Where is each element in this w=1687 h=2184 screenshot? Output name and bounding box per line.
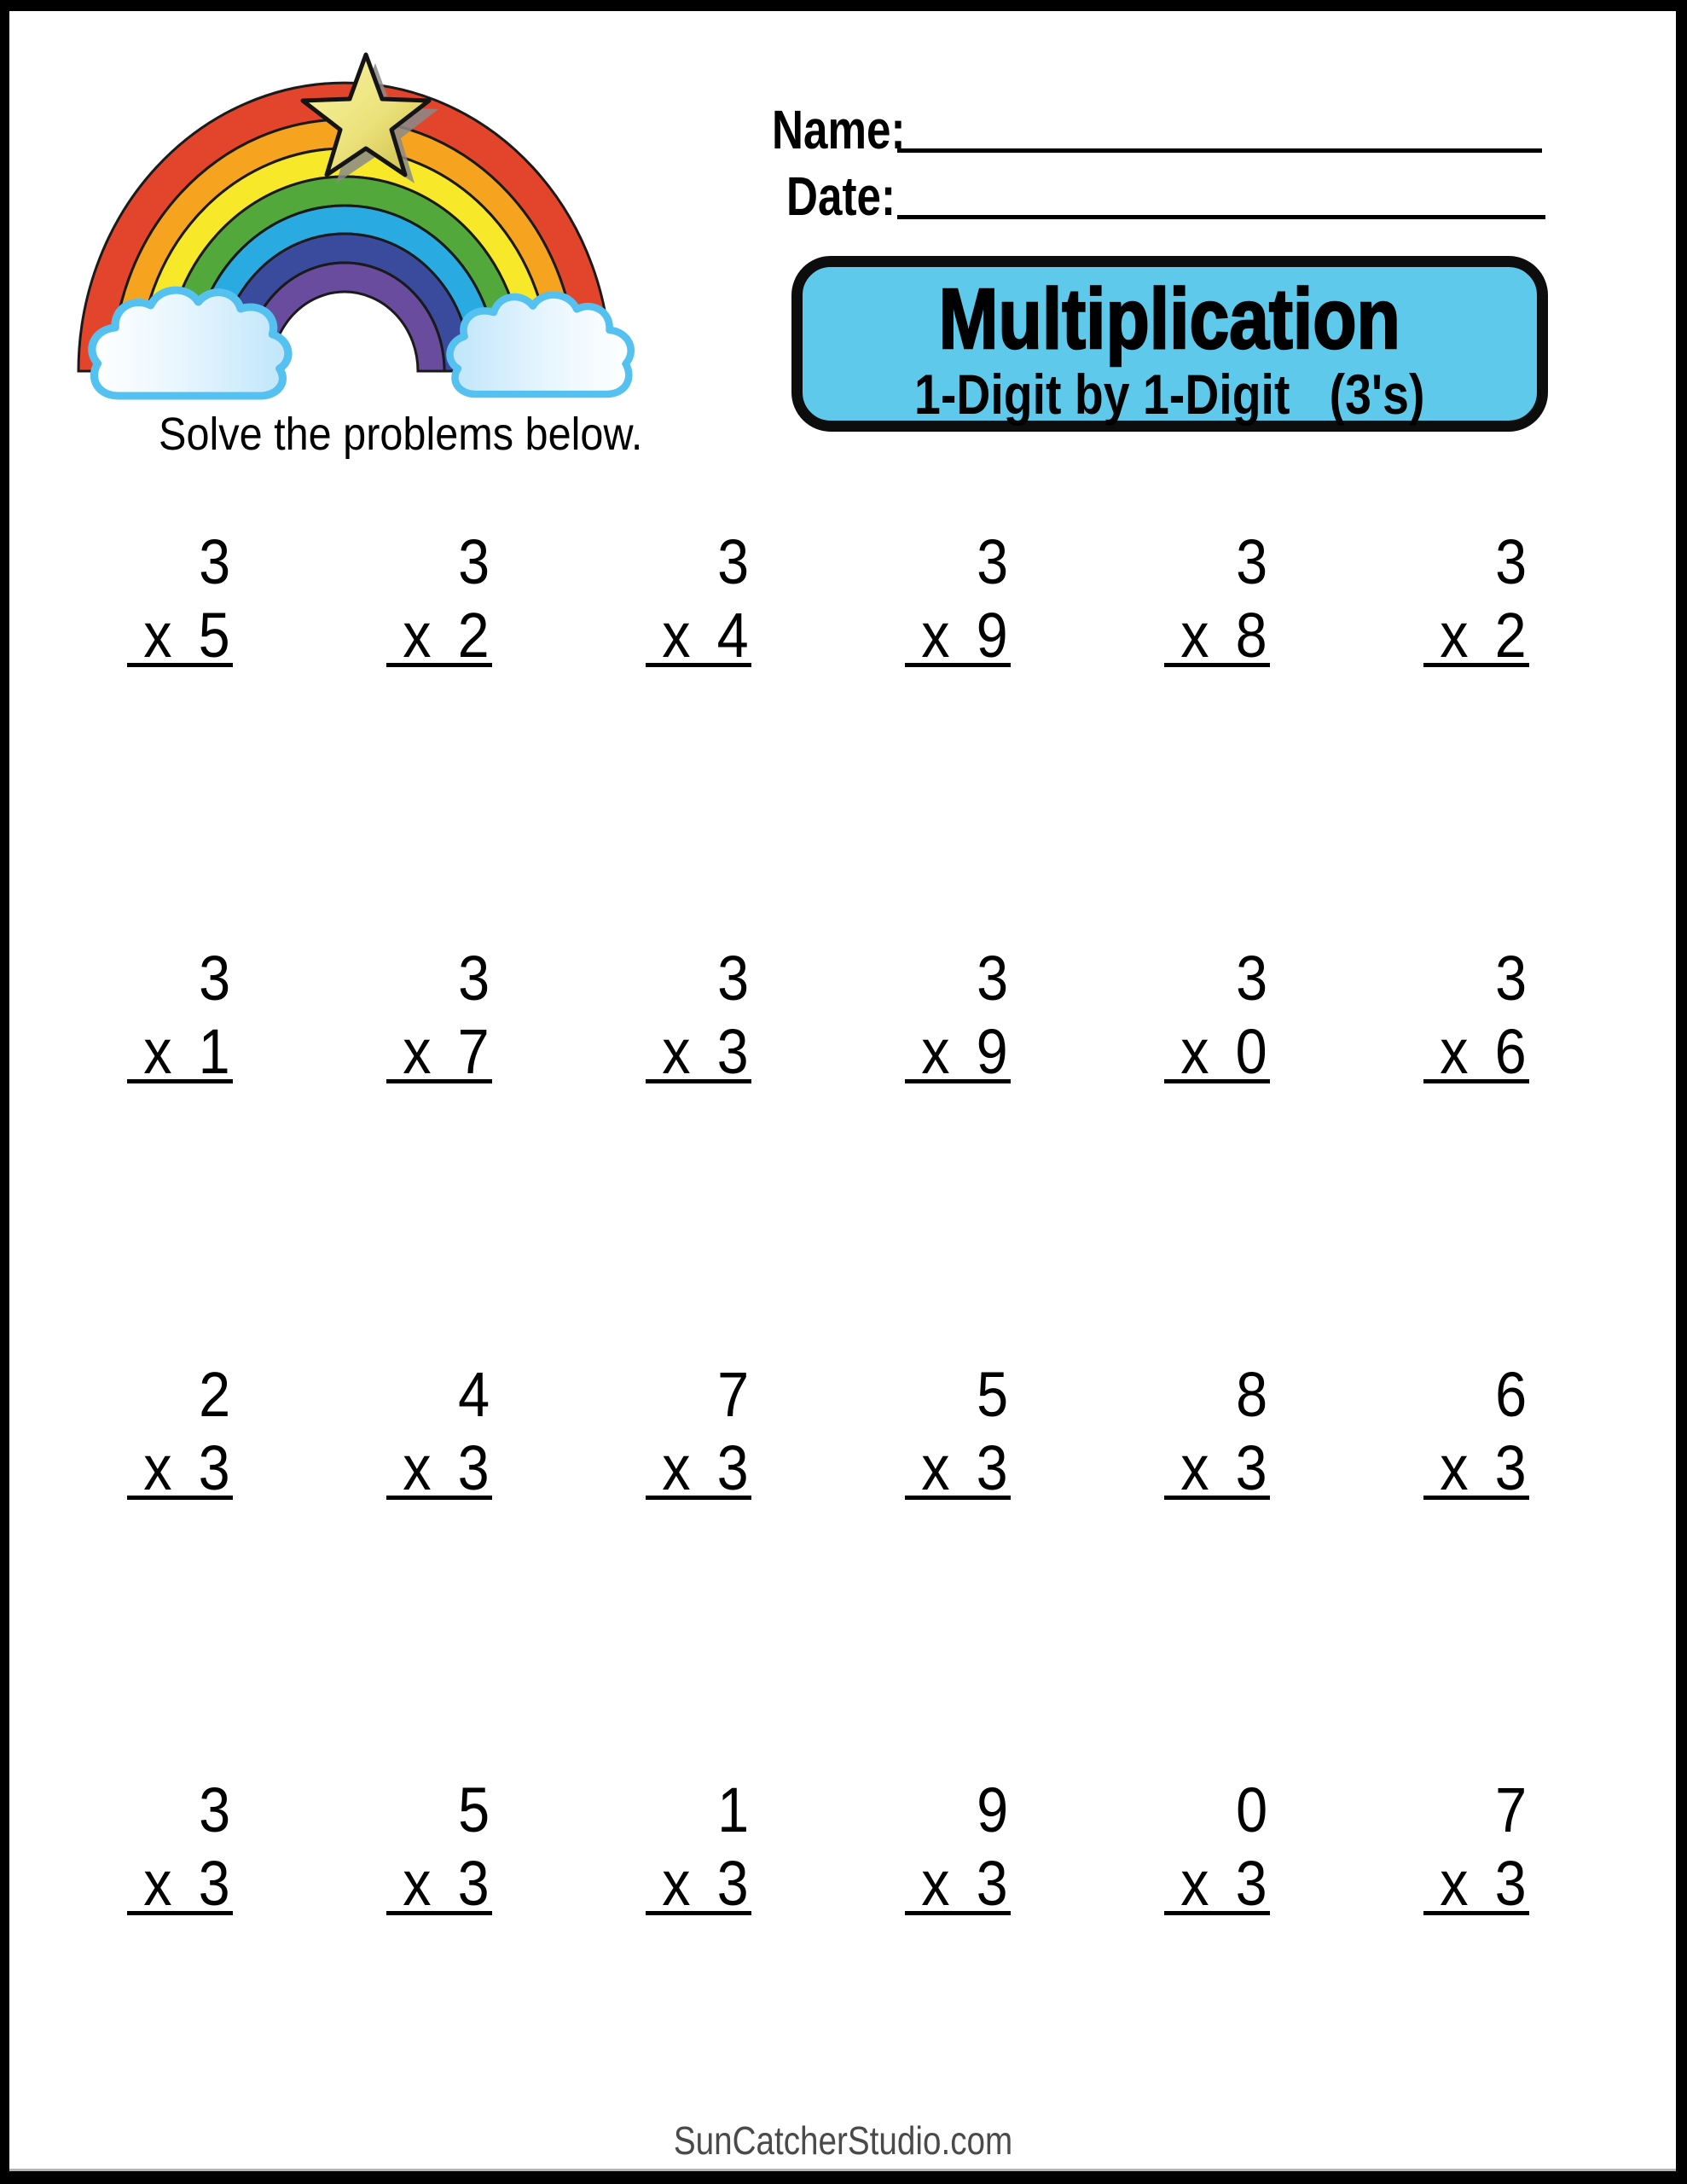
problem-cell <box>547 1774 751 1949</box>
problem-cell <box>806 942 1011 1118</box>
multiply-sign: x <box>143 1432 172 1503</box>
multiplier: 9 <box>976 1016 1008 1087</box>
multiplicand: 3 <box>457 526 490 597</box>
multiplier: 3 <box>716 1848 749 1919</box>
multiplier: 5 <box>198 600 230 671</box>
multiplier: 3 <box>716 1016 749 1087</box>
date-label: Date: <box>786 166 896 227</box>
multiplicand: 5 <box>976 1359 1008 1430</box>
problem-cell <box>1325 1774 1529 1949</box>
multiply-sign: x <box>921 1016 950 1087</box>
multiplier: 3 <box>976 1432 1008 1503</box>
problem-cell <box>287 1774 492 1949</box>
problem-cell <box>547 526 751 701</box>
worksheet-subtitle: 1-Digit by 1-Digit (3's) <box>914 363 1425 426</box>
multiplier-row <box>1325 599 1529 672</box>
multiplicand: 3 <box>1235 526 1267 597</box>
multiplicand: 0 <box>1235 1774 1267 1845</box>
problem-cell <box>806 526 1011 701</box>
multiplicand: 3 <box>1494 526 1527 597</box>
problem-cell <box>1325 526 1529 701</box>
multiplier-row <box>806 1015 1011 1089</box>
multiplicand: 3 <box>1235 943 1267 1014</box>
multiplier-row <box>287 1015 492 1089</box>
multiply-sign: x <box>662 600 691 671</box>
multiplicand: 8 <box>1235 1359 1267 1430</box>
multiply-sign: x <box>921 600 950 671</box>
multiplier: 2 <box>1494 600 1527 671</box>
multiply-sign: x <box>1180 1432 1209 1503</box>
multiplier-row <box>28 1015 233 1089</box>
multiply-sign: x <box>1440 1016 1469 1087</box>
problem-cell <box>287 942 492 1118</box>
multiplier-row <box>287 599 492 672</box>
multiplicand: 3 <box>716 943 749 1014</box>
problem-cell <box>1325 1358 1529 1534</box>
multiply-sign: x <box>1180 1016 1209 1087</box>
multiplier-row <box>806 599 1011 672</box>
multiply-sign: x <box>1180 1848 1209 1919</box>
multiplier: 8 <box>1235 600 1267 671</box>
multiply-sign: x <box>403 1016 432 1087</box>
problem-cell <box>28 942 233 1118</box>
multiplicand: 3 <box>716 526 749 597</box>
multiplicand: 3 <box>198 1774 230 1845</box>
multiplier-row <box>28 1847 233 1920</box>
worksheet-title: Multiplication <box>938 271 1401 367</box>
multiply-sign: x <box>921 1432 950 1503</box>
problem-cell <box>547 942 751 1118</box>
multiply-sign: x <box>403 600 432 671</box>
multiplier-row <box>547 1847 751 1920</box>
multiplier-row <box>806 1432 1011 1505</box>
multiplier-row <box>1325 1015 1529 1089</box>
problem-cell <box>1065 942 1270 1118</box>
multiply-sign: x <box>403 1432 432 1503</box>
multiplier: 3 <box>716 1432 749 1503</box>
multiplicand: 7 <box>716 1359 749 1430</box>
name-label: Name: <box>772 99 906 160</box>
multiplier-row <box>287 1847 492 1920</box>
problem-cell <box>547 1358 751 1534</box>
multiply-sign: x <box>143 600 172 671</box>
multiplier-row <box>1065 1015 1270 1089</box>
multiplicand: 3 <box>198 943 230 1014</box>
multiplicand: 3 <box>976 526 1008 597</box>
multiplier: 3 <box>1235 1848 1267 1919</box>
footer-credit: SunCatcherStudio.com <box>674 2118 1013 2163</box>
multiplier: 7 <box>457 1016 490 1087</box>
multiplicand: 7 <box>1494 1774 1527 1845</box>
multiplicand: 1 <box>716 1774 749 1845</box>
page-edge-shadow <box>9 2169 1676 2171</box>
multiplier-row <box>1325 1432 1529 1505</box>
problem-cell <box>28 1358 233 1534</box>
multiplier: 3 <box>1494 1432 1527 1503</box>
multiplier: 3 <box>198 1432 230 1503</box>
multiplier: 3 <box>1494 1848 1527 1919</box>
multiply-sign: x <box>403 1848 432 1919</box>
multiplicand: 6 <box>1494 1359 1527 1430</box>
multiply-sign: x <box>662 1848 691 1919</box>
multiplicand: 2 <box>198 1359 230 1430</box>
multiplier-row <box>547 1432 751 1505</box>
multiplier: 3 <box>976 1848 1008 1919</box>
problem-cell <box>28 1774 233 1949</box>
title-box <box>791 256 1548 432</box>
multiply-sign: x <box>143 1848 172 1919</box>
multiplier: 2 <box>457 600 490 671</box>
multiplier: 1 <box>198 1016 230 1087</box>
multiplier-row <box>287 1432 492 1505</box>
multiplicand: 3 <box>976 943 1008 1014</box>
multiply-sign: x <box>1440 1432 1469 1503</box>
multiplier: 0 <box>1235 1016 1267 1087</box>
multiply-sign: x <box>1440 600 1469 671</box>
multiplier-row <box>1065 1847 1270 1920</box>
problem-cell <box>1065 1774 1270 1949</box>
rainbow-star-clouds-icon <box>72 43 652 410</box>
page-border-top <box>0 0 1687 11</box>
page-border-right <box>1676 0 1687 2184</box>
multiply-sign: x <box>143 1016 172 1087</box>
multiply-sign: x <box>1440 1848 1469 1919</box>
multiplier-row <box>1065 599 1270 672</box>
date-input-line[interactable] <box>897 215 1545 219</box>
problem-cell <box>28 526 233 701</box>
multiplicand: 9 <box>976 1774 1008 1845</box>
problem-cell <box>806 1774 1011 1949</box>
multiplier-row <box>28 1432 233 1505</box>
multiplier-row <box>806 1847 1011 1920</box>
multiply-sign: x <box>1180 600 1209 671</box>
multiplier: 3 <box>457 1432 490 1503</box>
multiply-sign: x <box>662 1016 691 1087</box>
problem-cell <box>287 526 492 701</box>
problem-cell <box>287 1358 492 1534</box>
name-input-line[interactable] <box>897 148 1542 153</box>
multiplier: 9 <box>976 600 1008 671</box>
multiplicand: 4 <box>457 1359 490 1430</box>
multiplier: 3 <box>1235 1432 1267 1503</box>
multiplier: 3 <box>198 1848 230 1919</box>
multiplier-row <box>28 599 233 672</box>
multiplicand: 3 <box>1494 943 1527 1014</box>
problem-cell <box>1065 1358 1270 1534</box>
cloud-right-icon <box>449 295 630 394</box>
cloud-left-icon <box>92 290 288 396</box>
multiply-sign: x <box>662 1432 691 1503</box>
multiplier-row <box>547 1015 751 1089</box>
multiplier: 6 <box>1494 1016 1527 1087</box>
multiplier: 4 <box>716 600 749 671</box>
multiplier: 3 <box>457 1848 490 1919</box>
multiplicand: 3 <box>198 526 230 597</box>
multiplier-row <box>1065 1432 1270 1505</box>
instruction-text: Solve the problems below. <box>159 409 643 460</box>
problem-cell <box>1065 526 1270 701</box>
multiplicand: 5 <box>457 1774 490 1845</box>
page-border-left <box>0 0 9 2184</box>
multiplier-row <box>1325 1847 1529 1920</box>
multiply-sign: x <box>921 1848 950 1919</box>
page-border-bottom <box>0 2171 1687 2184</box>
problem-cell <box>1325 942 1529 1118</box>
problem-cell <box>806 1358 1011 1534</box>
multiplicand: 3 <box>457 943 490 1014</box>
multiplier-row <box>547 599 751 672</box>
